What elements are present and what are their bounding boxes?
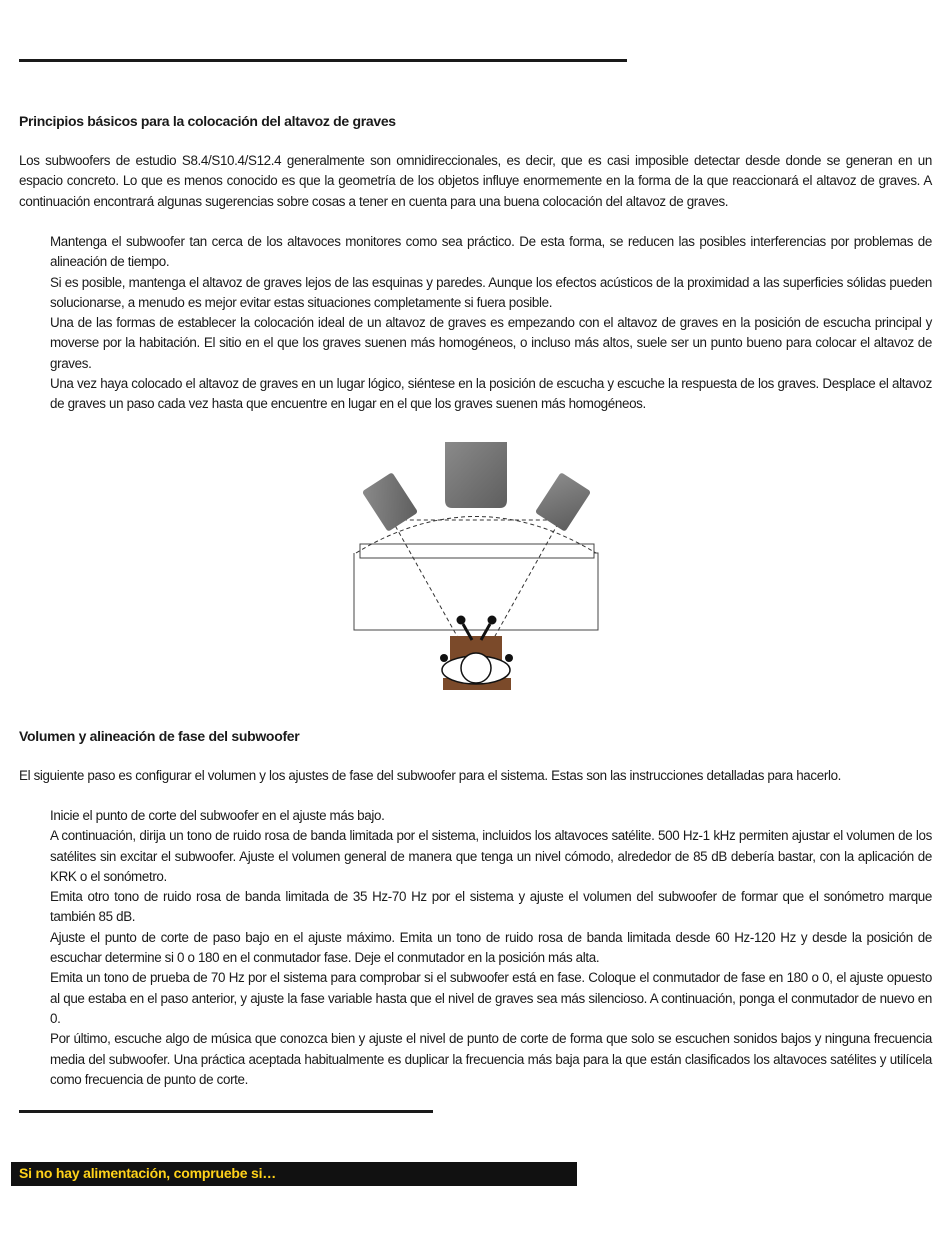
right-speaker-icon xyxy=(535,472,591,532)
list-item: Una de las formas de establecer la colocación ideal de un altavoz de graves es empezando con el altavoz de graves en la posición de escucha principal y moverse por la habitación. El sitio en el que los graves suenen más homogéneos, o incluso más altos, suele ser un punto bueno para colocar el altavoz de graves. xyxy=(50,315,932,371)
list-item: Si es posible, mantenga el altavoz de graves lejos de las esquinas y paredes. Aunque los efectos acústicos de la proximidad a las superficies sólidas pueden solucionarse, a menudo es mejor evitar estas situaciones completamente si fuera posible. xyxy=(50,274,932,310)
footer-banner xyxy=(11,1162,577,1186)
list-item: Emita otro tono de ruido rosa de banda limitada de 35 Hz-70 Hz por el sistema y ajuste el volumen del subwoofer de formar que el sonómetro marque también 85 dB. xyxy=(50,889,932,925)
list-item: Una vez haya colocado el altavoz de graves en un lugar lógico, siéntese en la posición de escucha y escuche la respuesta de los graves. Desplace el altavoz de graves un paso cada vez hasta que encuentre en lugar en el que los graves suenen más homogéneos. xyxy=(50,376,932,412)
list-item: Emita un tono de prueba de 70 Hz por el sistema para comprobar si el subwoofer está en fase. Coloque el conmutador de fase en 180 o 0, el ajuste opuesto al que estaba en el paso anterior, y ajuste la fase variable hasta que el nivel de graves sea más silencioso. A continuación, ponga el conmutador de nuevo en 0. xyxy=(50,970,932,1026)
section-heading-placement: Principios básicos para la colocación del altavoz de graves xyxy=(19,113,396,129)
list-item: Por último, escuche algo de música que conozca bien y ajuste el nivel de punto de corte de forma que solo se escuchen sonidos bajos y ninguna frecuencia media del subwoofer. Una práctica aceptada habitualmente es duplicar la frecuencia más baja para la que están clasificados los altavoces satélites y utilícela como frecuencia de punto de corte. xyxy=(50,1031,932,1087)
desk-shelf xyxy=(360,544,594,558)
bottom-rule xyxy=(19,1110,433,1113)
volume-phase-intro: El siguiente paso es configurar el volumen y los ajustes de fase del subwoofer para el sistema. Estas son las instrucciones detalladas para hacerlo. xyxy=(19,768,842,783)
center-speaker-icon xyxy=(445,442,507,508)
placement-intro: Los subwoofers de estudio S8.4/S10.4/S12.4 generalmente son omnidireccionales, es decir, que es casi imposible detectar desde donde se generan en un espacio concreto. Lo que es menos conocido es que la geometría de los objetos influye enormemente en la forma de la que reaccionará el altavoz de graves. A continuación encontrará algunas sugerencias sobre cosas a tener en cuenta para una buena colocación del altavoz de graves. xyxy=(19,153,932,209)
desk-outline xyxy=(354,553,598,630)
left-speaker-icon xyxy=(362,472,418,532)
footer-banner-text: Si no hay alimentación, compruebe si… xyxy=(19,1165,277,1181)
list-item: Mantenga el subwoofer tan cerca de los altavoces monitores como sea práctico. De esta forma, se reducen las posibles interferencias por problemas de alineación de tiempo. xyxy=(50,234,932,270)
list-item: Inicie el punto de corte del subwoofer en el ajuste más bajo. xyxy=(50,808,385,823)
list-item: A continuación, dirija un tono de ruido rosa de banda limitada por el sistema, incluidos los altavoces satélite. 500 Hz-1 kHz permiten ajustar el volumen de los satélites sin excitar el subwoofer. Ajuste el volumen general de manera que tenga un nivel cómodo, alrededor de 85 dB debería bastar, con la aplicación de KRK o el sonómetro. xyxy=(50,828,932,884)
placement-tips-list xyxy=(50,232,932,415)
list-item: Ajuste el punto de corte de paso bajo en el ajuste máximo. Emita un tono de ruido rosa de banda limitada desde 60 Hz-120 Hz y desde la posición de escuchar determine si 0 o 180 en el conmutador fase. Deje el conmutador en la posición más alta. xyxy=(50,929,932,966)
listener-head xyxy=(461,653,491,683)
speaker-placement-diagram xyxy=(350,440,602,695)
section-heading-volume-phase: Volumen y alineación de fase del subwoofer xyxy=(19,728,300,744)
top-rule xyxy=(19,59,627,62)
volume-phase-steps-list xyxy=(50,806,932,1090)
